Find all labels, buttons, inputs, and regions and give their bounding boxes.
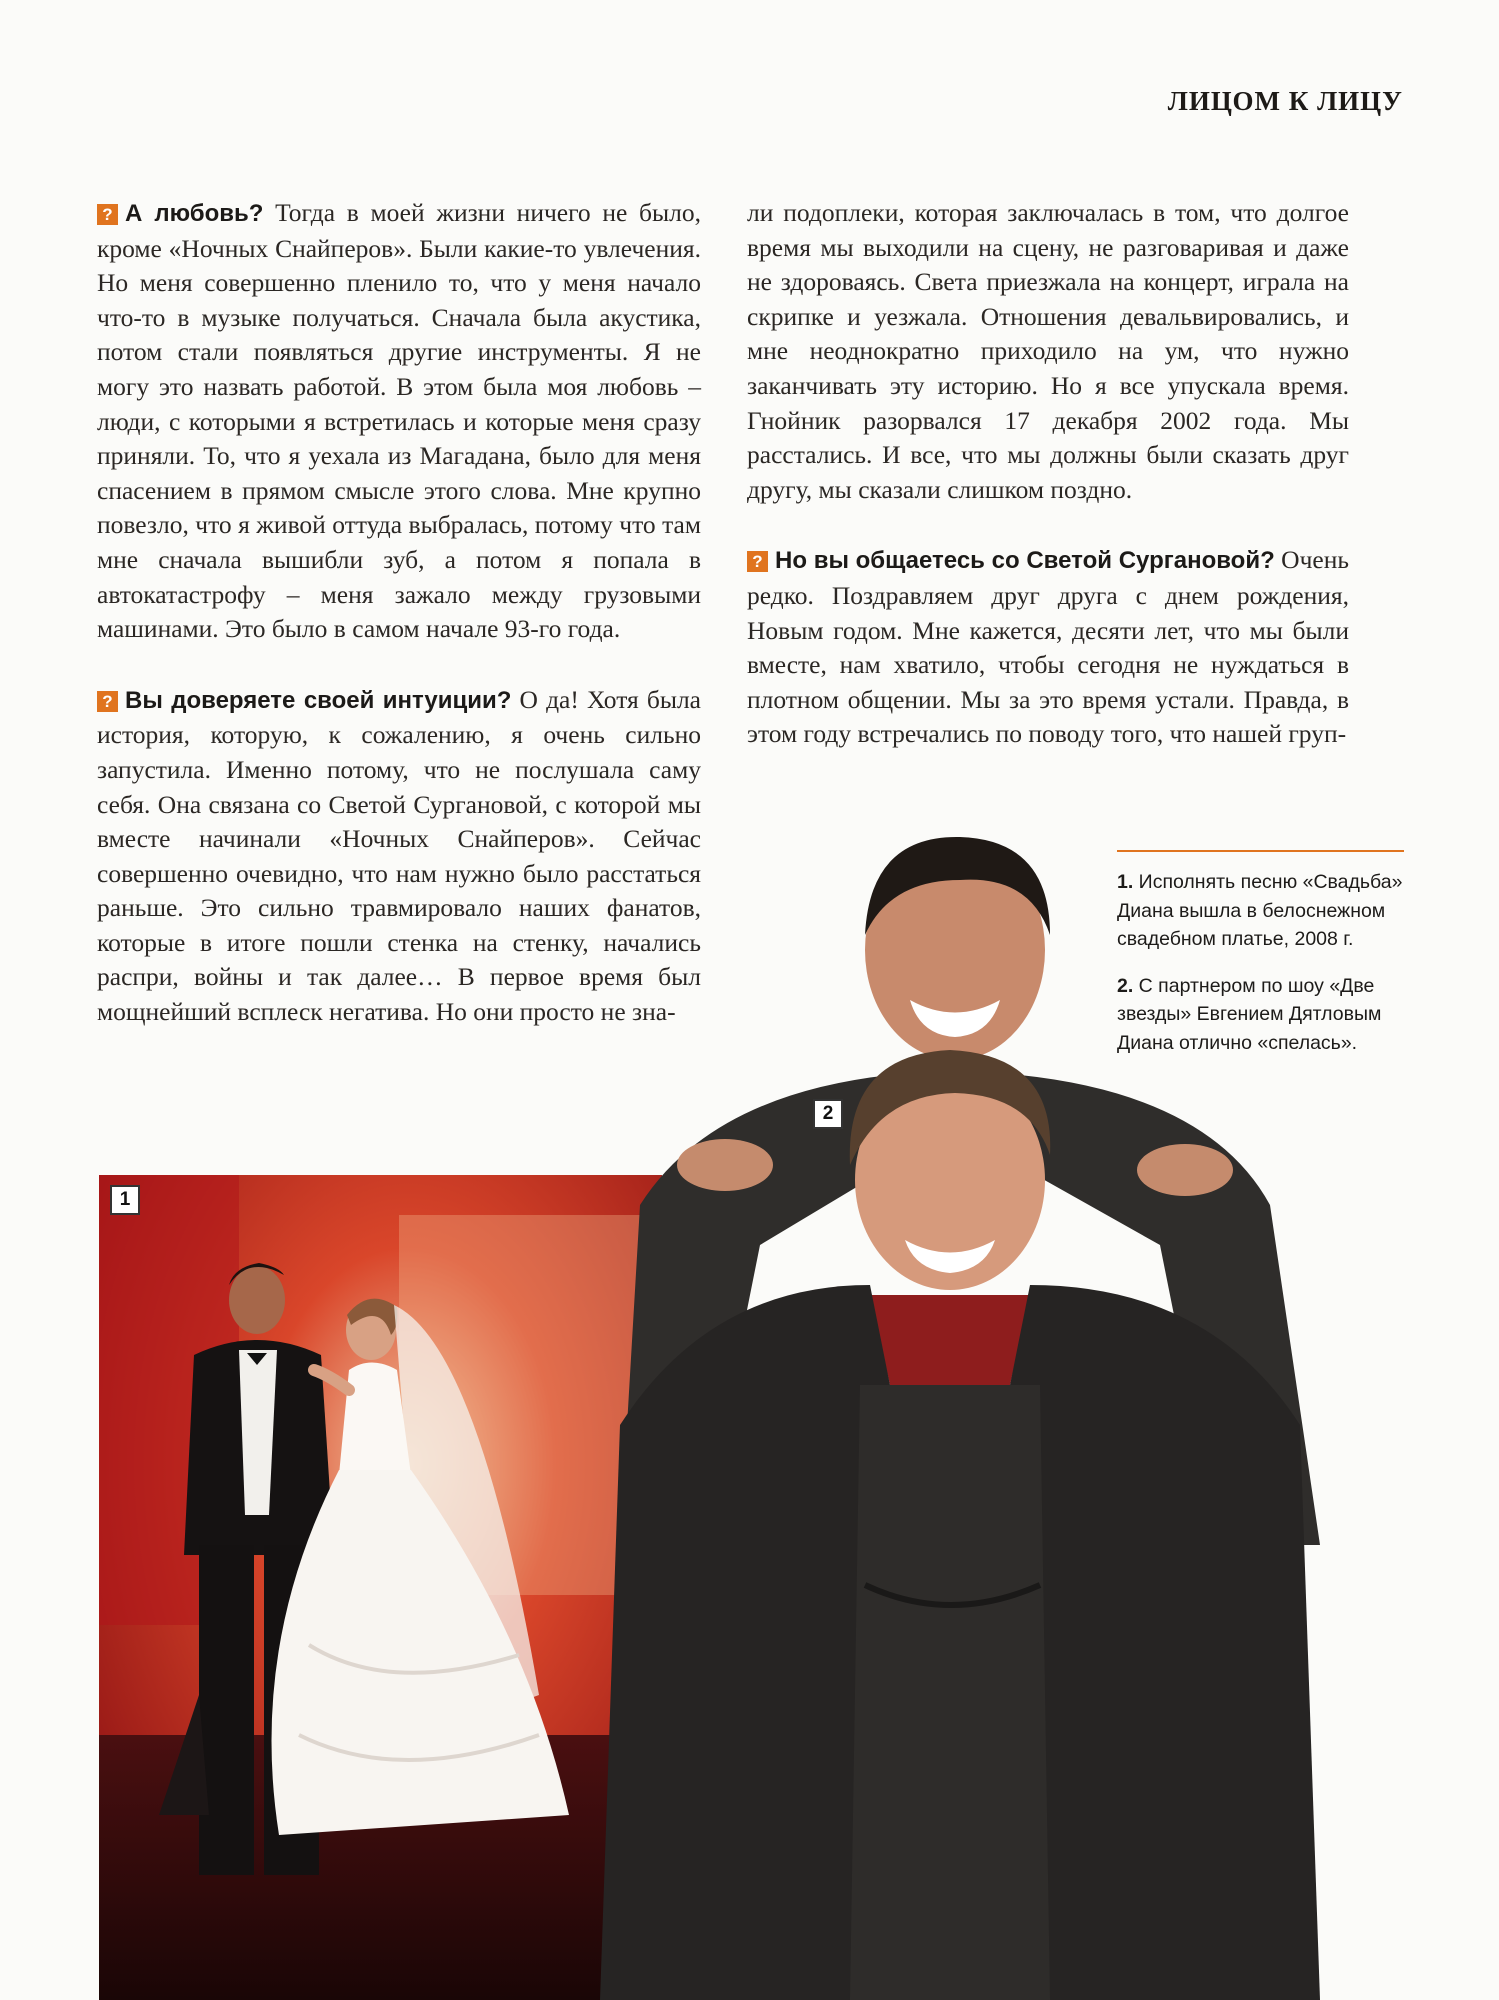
photo-number-badge-2: 2 [813, 1099, 843, 1129]
photo-couple-portrait [560, 825, 1360, 2000]
question-icon: ? [97, 204, 118, 225]
answer-text: О да! Хотя была история, которую, к сожалению, я очень сильно запустила. Именно потому, что не послушала саму себя. Она связана со Светой Сургановой, с которой мы вместе начинали «Ночных Снайперов». Сейчас совершенно очевидно, что нам нужно было расстаться раньше. Это сильно травмировало наших фанатов, которые в итоге пошли стенка на стенку, начались распри, войны и так далее… В первое время был мощнейший всплеск негатива. Но они просто не зна- [97, 684, 701, 1027]
qa-block [97, 196, 701, 647]
caption-number: 1. [1117, 871, 1134, 893]
qa-block [747, 543, 1349, 752]
caption-text: Исполнять песню «Свадьба» Диана вышла в белоснежном свадебном платье, 2008 г. [1117, 871, 1403, 950]
section-title: ЛИЦОМ К ЛИЦУ [1167, 86, 1403, 116]
question-icon: ? [97, 691, 118, 712]
caption-number: 2. [1117, 974, 1134, 997]
answer-text: Очень редко. Поздравляем друг друга с днем рождения, Новым годом. Мне кажется, десяти лет, что мы были вместе, нам хватило, чтобы сегодня не нуждаться в плотном общении. Мы за это время устали. Правда, в этом году встречались по поводу того, что нашей груп- [747, 545, 1349, 749]
question-icon: ? [747, 551, 768, 572]
question-text: Но вы общаетесь со Светой Сургановой? [775, 547, 1275, 575]
article-column-right [747, 196, 1349, 788]
portrait-photo-illustration [560, 825, 1360, 2000]
question-text: Вы доверяете своей интуиции? [125, 686, 512, 714]
continued-text: ли подоплеки, которая заключалась в том, что долгое время мы выходили на сцену, не разговаривая и даже не здороваясь. Света приезжала на концерт, играла на скрипке и уезжала. Отношения девальвировались, и мне неоднократно приходило на ум, что нужно заканчивать эту историю. Но я все упускала время. Гнойник разорвался 17 декабря 2002 года. Мы расстались. И все, что мы должны были сказать друг другу, мы сказали слишком поздно. [747, 198, 1349, 504]
photo-number-badge-1: 1 [110, 1185, 140, 1215]
answer-text: Тогда в моей жизни ничего не было, кроме «Ночных Снайперов». Были какие-то увлечения. Но меня совершенно пленило то, что у меня начало что-то в музыке получаться. Сначала была акустика, потом стали появляться другие инструменты. Я не могу это назвать работой. В этом была моя любовь – люди, с которыми я встретилась и которые меня сразу приняли. То, что я уехала из Магадана, было для меня спасением в прямом смысле этого слова. Мне крупно повезло, что я живой оттуда выбралась, потому что там мне сначала вышибли зуб, а потом я попала в автокатастрофу – меня зажало между грузовыми машинами. Это было в самом начале 93-го года. [97, 198, 702, 644]
question-text: А любовь? [125, 200, 264, 227]
caption-text: С партнером по шоу «Две звезды» Евгением Дятловым Диана отлично «спелась». [1117, 974, 1382, 1054]
